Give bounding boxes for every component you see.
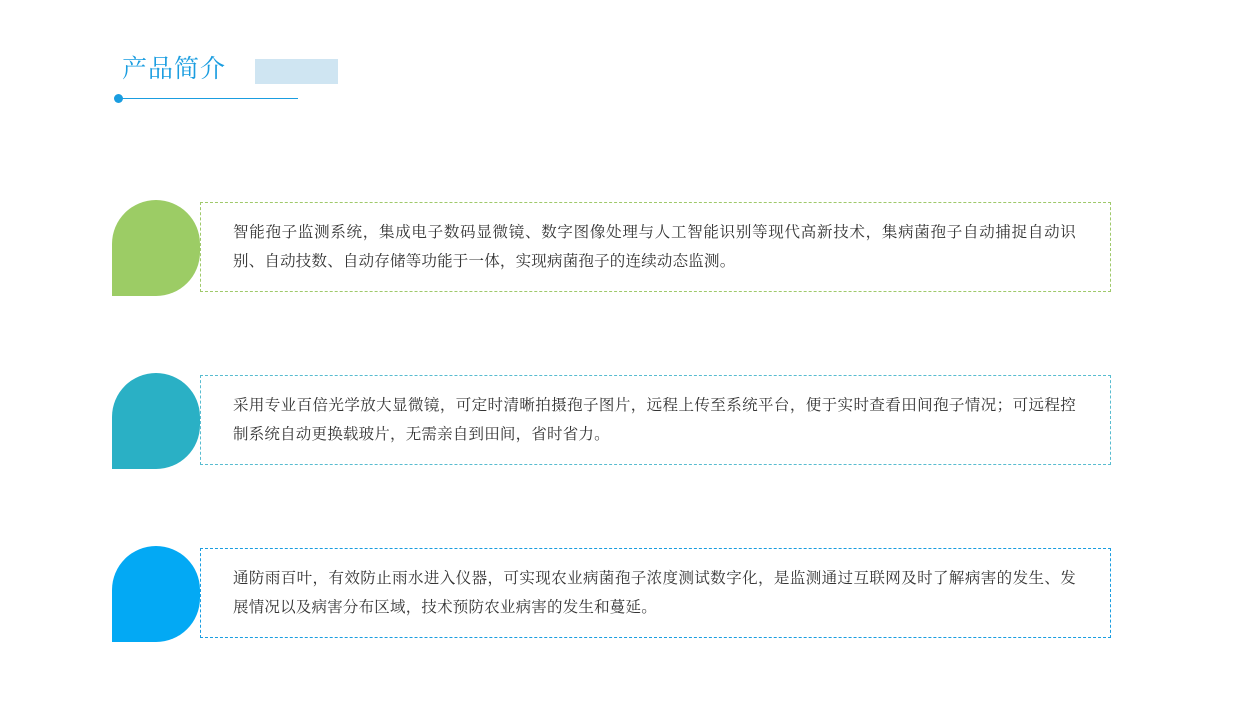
- block-blob-shape: [112, 373, 200, 469]
- page-title: 产品简介: [122, 55, 227, 83]
- block-panel: [200, 202, 1111, 292]
- block-panel: [200, 375, 1111, 465]
- content-block: [112, 373, 1112, 469]
- block-text: 采用专业百倍光学放大显微镜，可定时清晰拍摄孢子图片，远程上传至系统平台，便于实时查看田间孢子情况；可远程控制系统自动更换载玻片，无需亲自到田间，省时省力。: [233, 397, 1076, 443]
- title-highlight-bar: [255, 59, 338, 84]
- content-block: [112, 200, 1112, 296]
- block-panel: [200, 548, 1111, 638]
- block-blob-shape: [112, 200, 200, 296]
- block-blob-shape: [112, 546, 200, 642]
- title-bullet-dot: [114, 94, 123, 103]
- content-block: [112, 546, 1112, 642]
- block-text: 智能孢子监测系统，集成电子数码显微镜、数字图像处理与人工智能识别等现代高新技术，集病菌孢子自动捕捉自动识别、自动技数、自动存储等功能于一体，实现病菌孢子的连续动态监测。: [233, 224, 1076, 270]
- title-underline: [122, 98, 298, 99]
- block-text: 通防雨百叶，有效防止雨水进入仪器，可实现农业病菌孢子浓度测试数字化，是监测通过互联网及时了解病害的发生、发展情况以及病害分布区域，技术预防农业病害的发生和蔓延。: [233, 570, 1076, 616]
- section-header: [112, 42, 532, 112]
